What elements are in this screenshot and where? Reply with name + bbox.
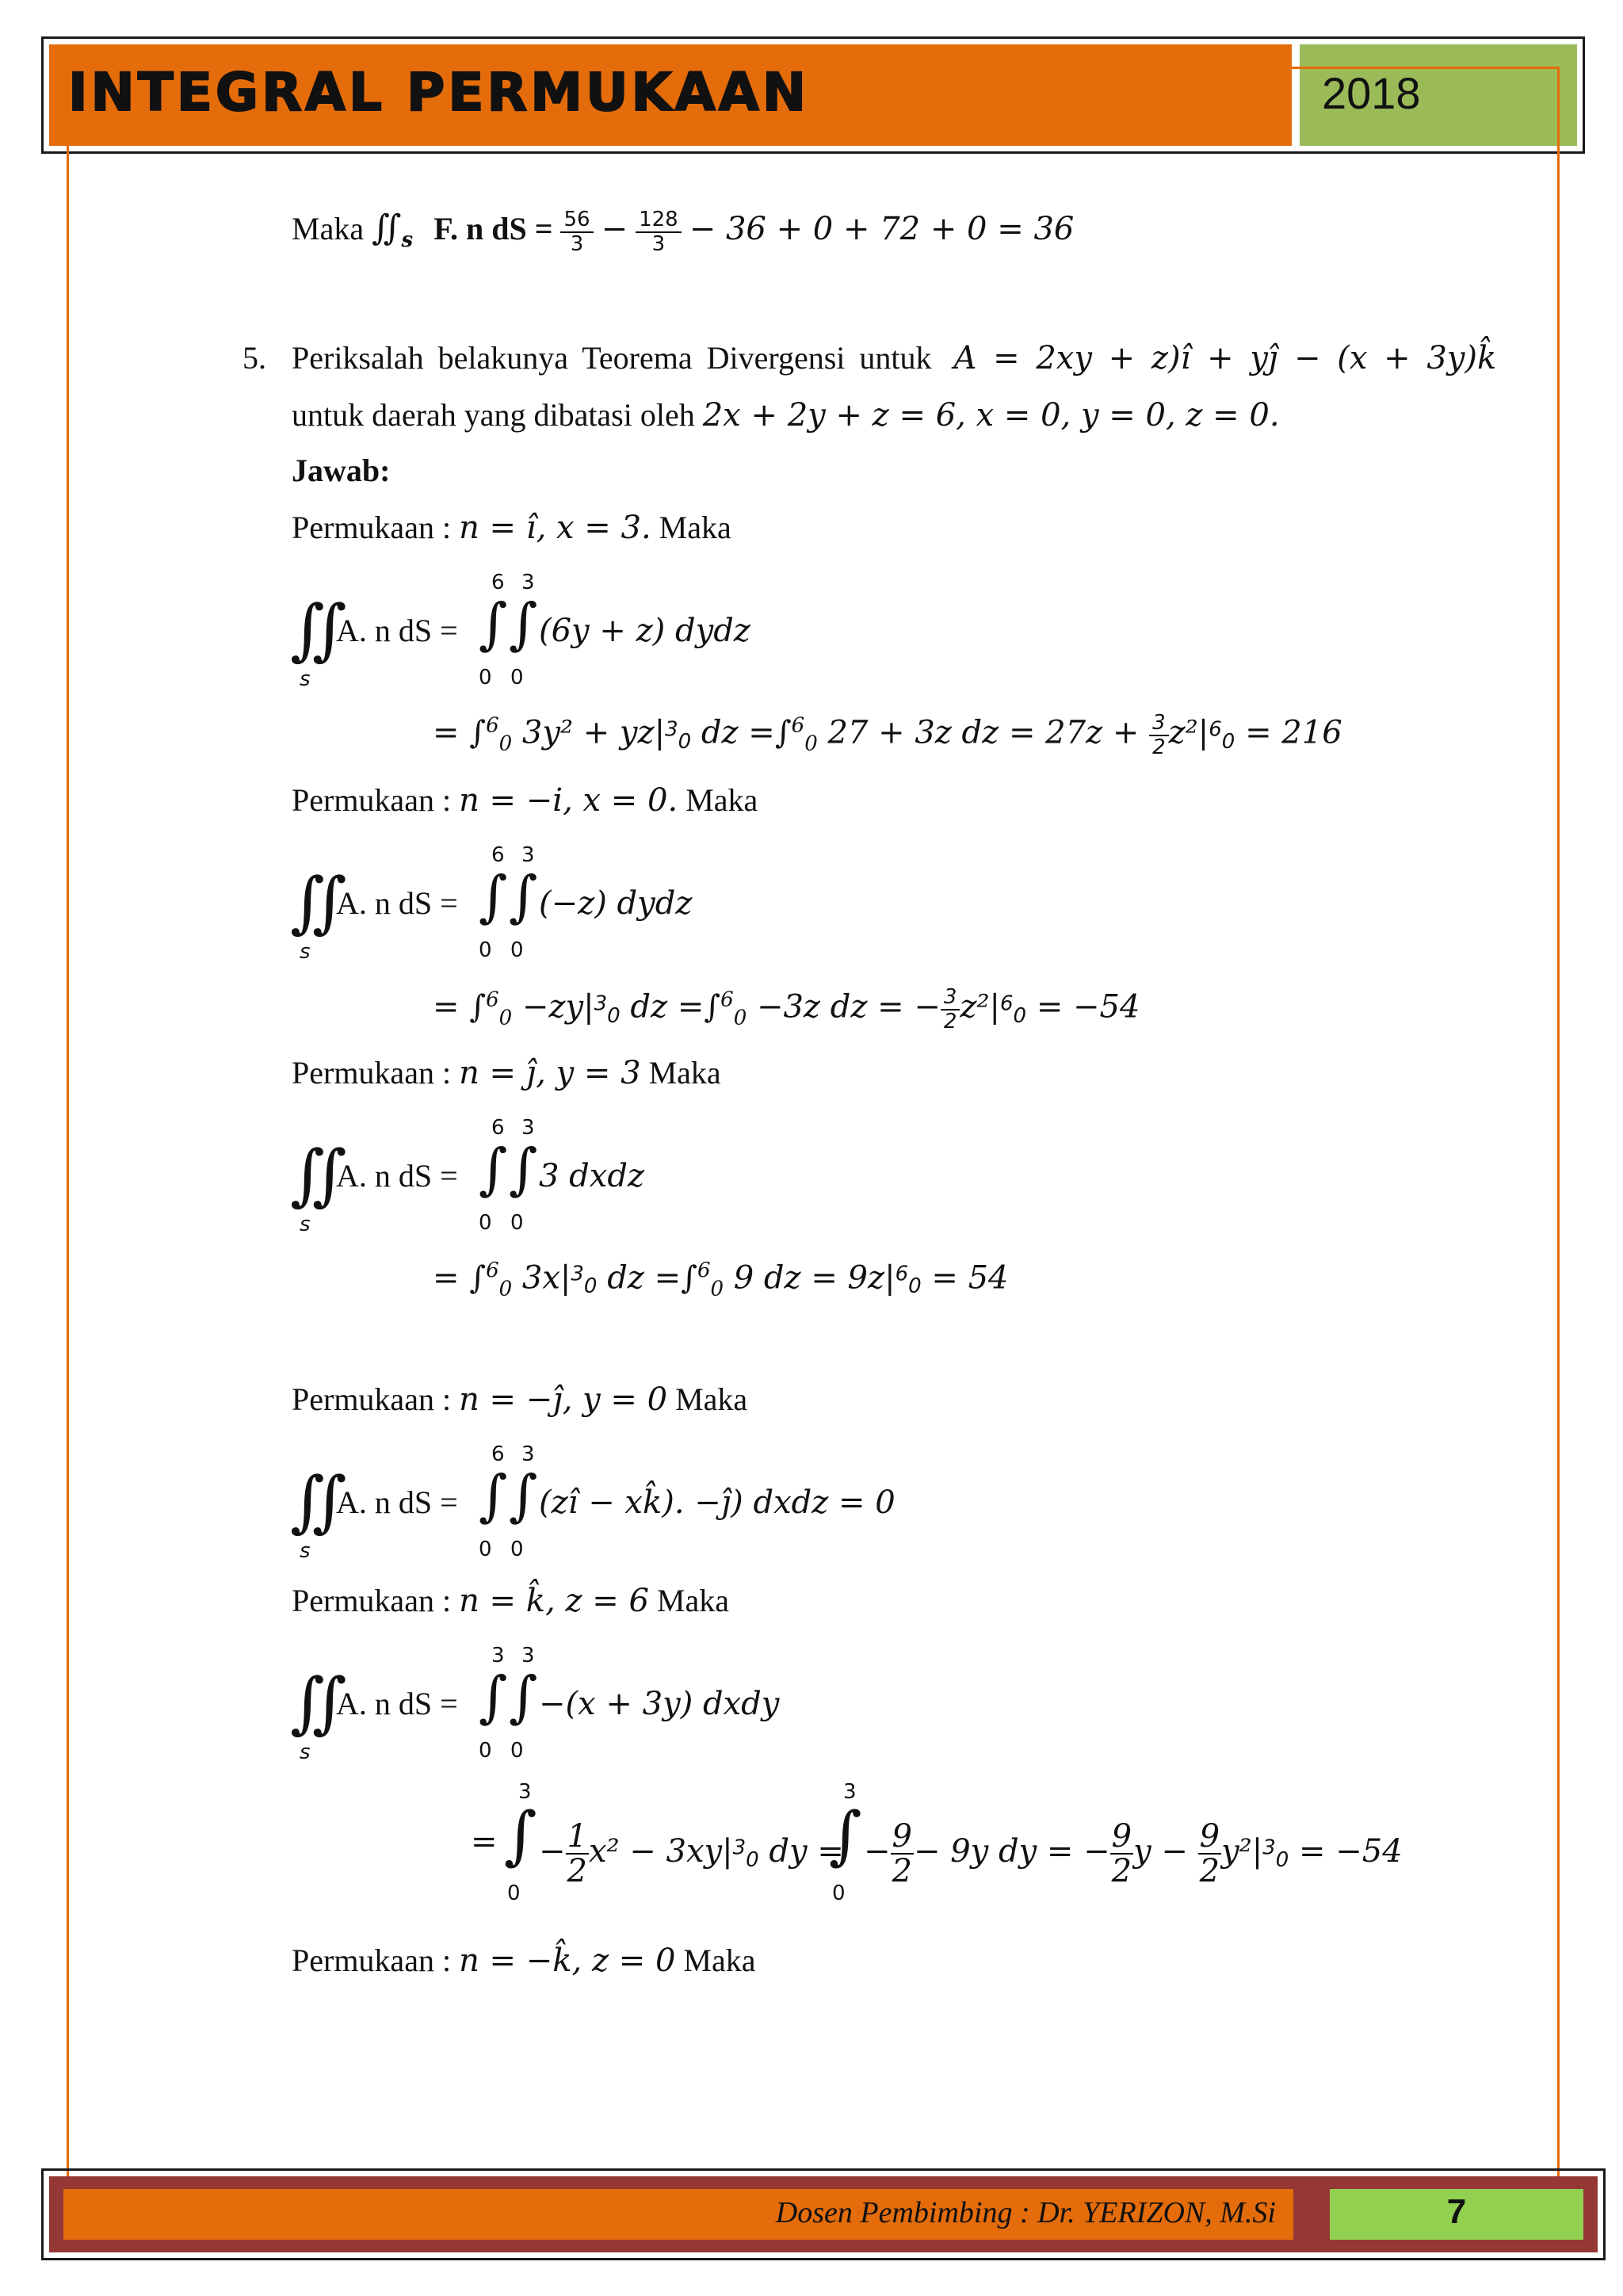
limit: 0 — [510, 938, 524, 962]
integral-sign: ∫ — [479, 591, 508, 656]
limit: 3 — [843, 1780, 857, 1804]
surface-5-eval-part1: − $\frac{1}{2}$ $x^2 - 3xy|^3_0$ dy = — [539, 1818, 844, 1889]
integrand: 3 dxdz — [539, 1158, 645, 1194]
surface-5-result: = −54 — [1299, 1833, 1403, 1870]
integral-sign: ∫ — [509, 1137, 538, 1201]
surface-5-header: Permukaan : n = k̂, z = 6 Maka — [292, 1583, 729, 1619]
surface-2-evaluation: = $\int^6_0 -zy|^3_0$ dz =∫$^6_0$ −3z dz = − $\frac{3}{2}$ $z^2|^6_0 = -54$ — [433, 985, 1140, 1033]
fraction-56-3: $\frac{56}{3}$ — [560, 208, 593, 255]
limit: 3 — [521, 571, 535, 594]
surface-1-evaluation: = ∫$^6_0$ $3y^2 + yz|^3_0$ dz =∫$^6_0$ 27 + 3z dz = 27z + $\frac{3}{2}$ $z^2|^6_0 = 216$ — [433, 711, 1342, 759]
limit: 0 — [479, 1211, 492, 1235]
limit: 3 — [521, 1644, 535, 1668]
answer-label: Jawab: — [292, 453, 391, 488]
limit: 0 — [507, 1881, 521, 1905]
problem-number: 5. — [242, 340, 266, 376]
surface-1-s: s — [300, 667, 311, 691]
limit: 3 — [521, 1116, 535, 1140]
limit: 3 — [491, 1644, 505, 1668]
region-bounds: 2x + 2y + z = 6, x = 0, y = 0, z = 0. — [702, 397, 1280, 434]
limit: 0 — [479, 1739, 492, 1763]
limit: 0 — [479, 1538, 492, 1561]
double-integral-sign: ∬ — [290, 863, 347, 941]
surface-3-evaluation: = ∫$^6_0$ $3x|^3_0$ dz =∫$^6_0$ 9 dz = $9z|^6_0 = 54$ — [433, 1259, 1009, 1301]
integral-sign: ∫ — [479, 864, 508, 929]
integrand: −(x + 3y) dxdy — [539, 1686, 780, 1722]
text-maka: Maka — [292, 211, 365, 246]
integral-sign: ∫ — [509, 1664, 538, 1729]
equals-sign: = — [471, 1824, 498, 1860]
double-integral-sign: ∬ — [290, 1664, 347, 1741]
surface-1-condition: n = î, x = 3. — [459, 510, 651, 546]
limit: 6 — [491, 1442, 505, 1466]
surface-s: s — [300, 940, 311, 964]
integral-sign: ∫ — [479, 1463, 508, 1528]
integral-sign: ∫ — [509, 591, 538, 656]
integrand: (zî − xk̂). −ĵ) dxdz = 0 — [539, 1484, 896, 1521]
surface-s: s — [401, 228, 414, 252]
surface-6-header: Permukaan : n = −k̂, z = 0 Maka — [292, 1943, 756, 1979]
vector-field-a: A = 2xy + z)î + yĵ − (x + 3y)k̂ — [953, 340, 1497, 376]
surface-s: s — [300, 1740, 311, 1764]
problem-line-1: Periksalah belakunya Teorema Divergensi untuk A = 2xy + z)î + yĵ − (x + 3y)k̂ — [292, 340, 1497, 376]
limit: 3 — [521, 1442, 535, 1466]
limit: 3 — [518, 1780, 532, 1804]
limit: 0 — [479, 938, 492, 962]
problem-line-2: untuk daerah yang dibatasi oleh 2x + 2y + z = 6, x = 0, y = 0, z = 0. — [292, 397, 1280, 434]
limit: 0 — [832, 1881, 846, 1905]
limit: 0 — [510, 1538, 524, 1561]
limit: 6 — [491, 843, 505, 867]
minus-sign: − — [601, 211, 628, 247]
integral-sign: ∫ — [509, 864, 538, 929]
limit: 0 — [479, 666, 492, 690]
surface-1-lhs-integral: ∬ — [290, 590, 347, 668]
lhs: A. n dS = — [336, 1484, 458, 1520]
limit: 6 — [491, 571, 505, 594]
surface-5-eval-part2: − $\frac{9}{2}$ − 9y dy = − $\frac{9}{2}$ y − $\frac{9}{2}$ $y^2|^3_0 = -54$ — [864, 1818, 1403, 1889]
surface-4-header: Permukaan : n = −ĵ, y = 0 Maka — [292, 1381, 748, 1418]
fraction-128-3: $\frac{128}{3}$ — [636, 208, 682, 255]
integral-sign: ∫ — [829, 1798, 862, 1872]
double-integral-sign: ∬ — [372, 208, 402, 247]
double-integral-sign: ∬ — [290, 1136, 347, 1213]
surface-2-header: Permukaan : n = −i, x = 0. Maka — [292, 782, 758, 819]
limit: 0 — [510, 666, 524, 690]
header-year: 2018 — [1322, 68, 1421, 118]
surface-1-integrand: (6y + z) dydz — [539, 613, 750, 649]
lhs: A. n dS = — [336, 1686, 458, 1721]
limit: 0 — [510, 1211, 524, 1235]
page-number: 7 — [1446, 2192, 1467, 2231]
surface-1-header: Permukaan : n = î, x = 3. Maka — [292, 510, 731, 546]
limit: 3 — [521, 843, 535, 867]
integrand: (−z) dydz — [539, 885, 693, 922]
integral-sign: ∫ — [509, 1463, 538, 1528]
limit: 6 — [491, 1116, 505, 1140]
header-title: INTEGRAL PERMUKAAN — [68, 62, 810, 123]
footer-supervisor: Dosen Pembimbing : Dr. YERIZON, M.Si — [775, 2196, 1276, 2229]
limit: 0 — [510, 1739, 524, 1763]
double-integral-sign: ∬ — [290, 1462, 347, 1540]
result-rest: − 36 + 0 + 72 + 0 = 36 — [689, 211, 1075, 247]
integral-sign: ∫ — [504, 1798, 537, 1872]
surface-3-header: Permukaan : n = ĵ, y = 3 Maka — [292, 1055, 721, 1091]
lhs: A. n dS = — [336, 885, 458, 921]
surface-s: s — [300, 1539, 311, 1563]
integral-sign: ∫ — [479, 1137, 508, 1201]
surface-1-result: = 216 — [1245, 714, 1342, 751]
top-result-line — [292, 208, 1074, 255]
surface-1-lhs: A. n dS = — [336, 613, 458, 648]
lhs: A. n dS = — [336, 1158, 458, 1194]
integral-sign: ∫ — [479, 1664, 508, 1729]
surface-s: s — [300, 1213, 311, 1236]
flux-expression: F. n dS = — [433, 211, 553, 246]
